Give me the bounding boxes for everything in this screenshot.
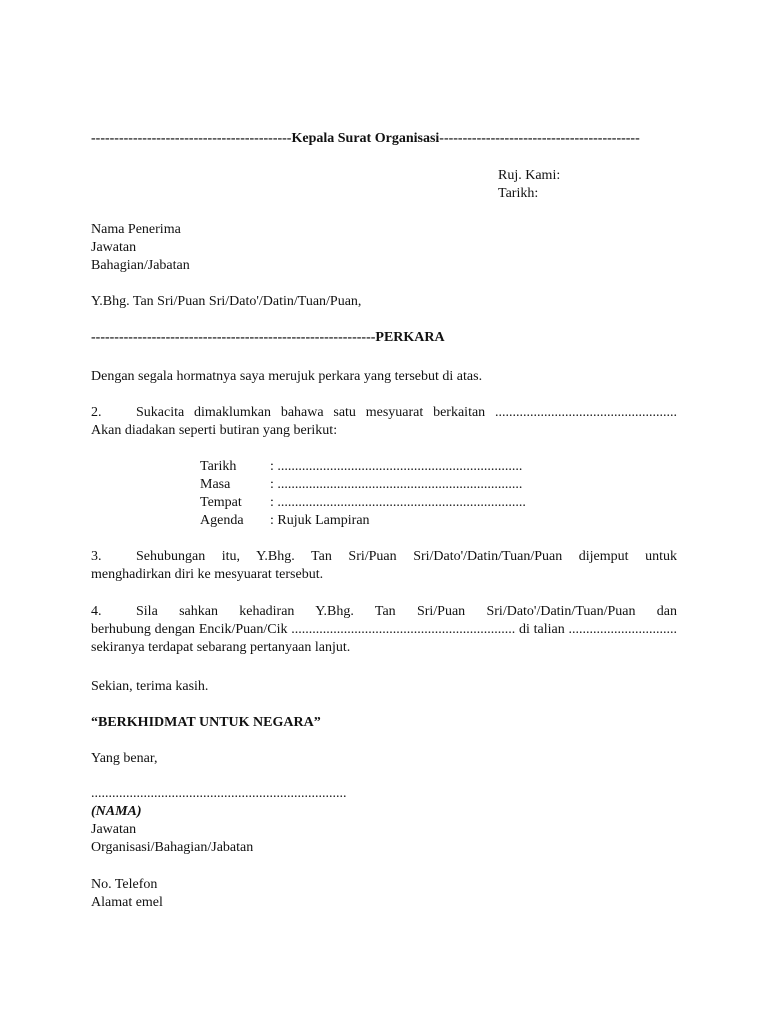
detail-row-masa <box>200 476 522 494</box>
signature-email: Alamat emel <box>91 895 163 910</box>
paragraph-2-number: 2. <box>91 405 102 420</box>
salutation: Y.Bhg. Tan Sri/Puan Sri/Dato'/Datin/Tuan/Puan, <box>91 294 362 309</box>
paragraph-3-number: 3. <box>91 549 102 564</box>
paragraph-2 <box>91 404 677 440</box>
motto: “BERKHIDMAT UNTUK NEGARA” <box>91 715 321 730</box>
reference-tarikh: Tarikh: <box>498 186 539 201</box>
paragraph-1: Dengan segala hormatnya saya merujuk perkara yang tersebut di atas. <box>91 369 483 384</box>
paragraph-3-line-2: menghadirkan diri ke mesyuarat tersebut. <box>91 567 324 582</box>
detail-value: : Rujuk Lampiran <box>270 513 370 528</box>
signature-organisation: Organisasi/Bahagian/Jabatan <box>91 840 254 855</box>
detail-label: Agenda <box>200 513 244 528</box>
paragraph-4-line-1 <box>91 603 677 621</box>
letterhead-title: Kepala Surat Organisasi <box>291 131 440 146</box>
detail-row-tarikh <box>200 458 522 476</box>
paragraph-4-line-3: sekiranya terdapat sebarang pertanyaan lanjut. <box>91 640 351 655</box>
detail-label: Tarikh <box>200 459 237 474</box>
subject-label: PERKARA <box>375 330 445 345</box>
paragraph-3 <box>91 548 677 584</box>
detail-row-agenda <box>200 512 370 530</box>
recipient-position: Jawatan <box>91 240 137 255</box>
signoff: Yang benar, <box>91 751 158 766</box>
signature-phone: No. Telefon <box>91 877 158 892</box>
detail-label: Tempat <box>200 495 242 510</box>
letterhead-rule-right: ------------------------------------------- <box>439 131 640 146</box>
paragraph-4-number: 4. <box>91 604 102 619</box>
recipient-department: Bahagian/Jabatan <box>91 258 190 273</box>
paragraph-2-line-2: Akan diadakan seperti butiran yang berikut: <box>91 423 338 438</box>
paragraph-3-line-1 <box>91 548 677 566</box>
detail-value: : ...................................................................... <box>270 459 523 474</box>
recipient-name: Nama Penerima <box>91 222 181 237</box>
paragraph-4-line-2: berhubung dengan Encik/Puan/Cik ................................................................ di talian ............................... <box>91 622 677 637</box>
paragraph-3-text-1: Sehubungan itu, Y.Bhg. Tan Sri/Puan Sri/Dato'/Datin/Tuan/Puan dijemput untuk <box>136 549 677 564</box>
paragraph-4-text-1: Sila sahkan kehadiran Y.Bhg. Tan Sri/Puan Sri/Dato'/Datin/Tuan/Puan dan <box>136 604 677 619</box>
signature-line: ......................................................................... <box>91 786 347 801</box>
subject-line <box>91 329 445 347</box>
signature-position: Jawatan <box>91 822 137 837</box>
subject-rule: ------------------------------------------------------------- <box>91 330 376 345</box>
detail-label: Masa <box>200 477 231 492</box>
paragraph-2-text-1: Sukacita dimaklumkan bahawa satu mesyuarat berkaitan .................................................... <box>136 405 677 420</box>
letterhead-rule-left: ------------------------------------------- <box>91 131 292 146</box>
paragraph-4 <box>91 603 677 657</box>
detail-row-tempat <box>200 494 526 512</box>
letterhead <box>91 130 640 148</box>
signature-name: (NAMA) <box>91 804 142 819</box>
detail-value: : ....................................................................... <box>270 495 526 510</box>
closing: Sekian, terima kasih. <box>91 679 209 694</box>
reference-ruj-kami: Ruj. Kami: <box>498 168 561 183</box>
paragraph-2-line-1 <box>91 404 677 422</box>
detail-value: : ...................................................................... <box>270 477 523 492</box>
